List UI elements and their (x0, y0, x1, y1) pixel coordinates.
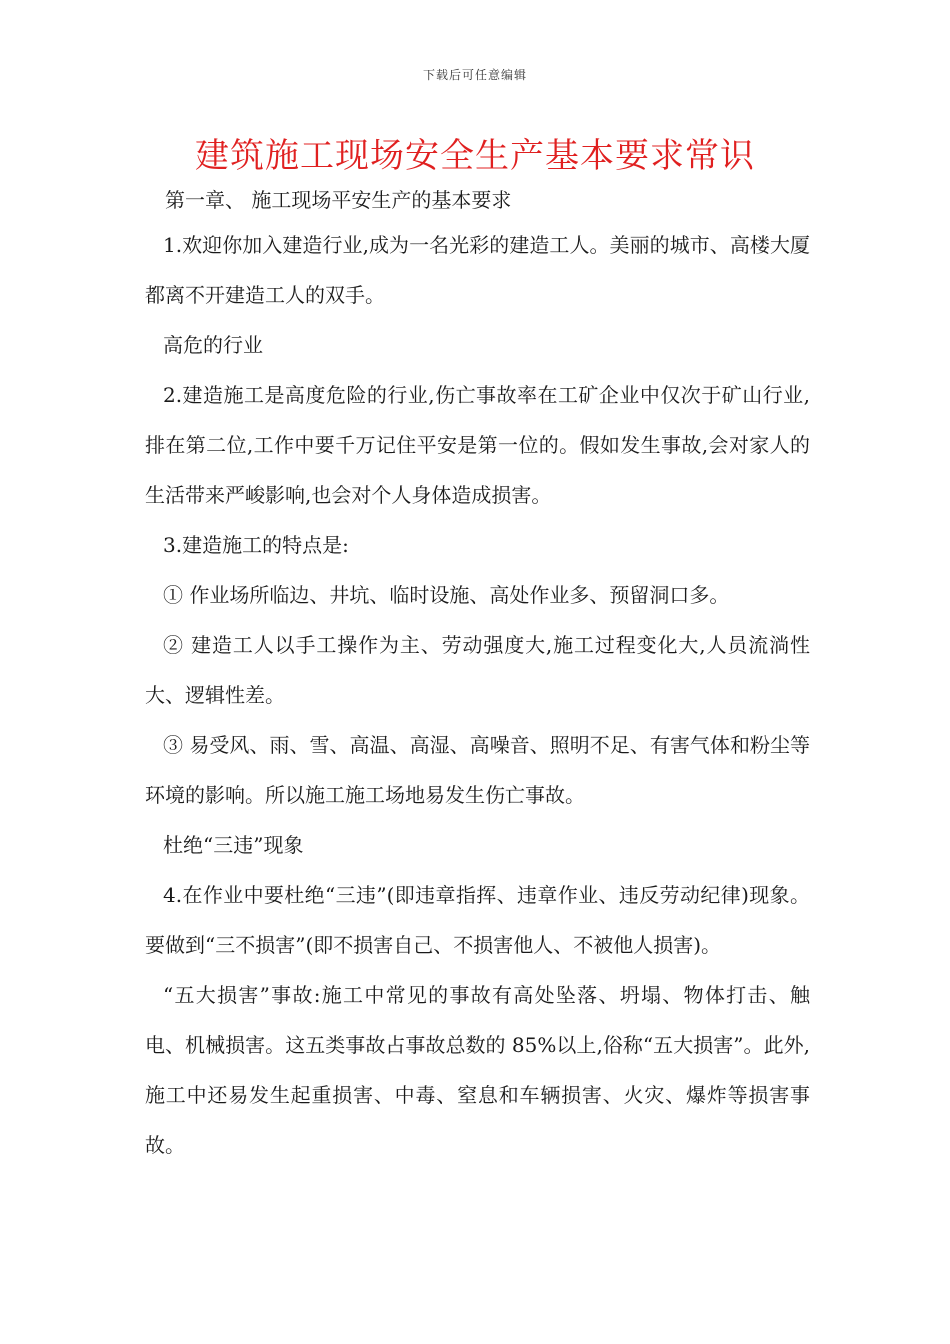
paragraph-2: 2.建造施工是高度危险的行业,伤亡事故率在工矿企业中仅次于矿山行业,排在第二位,工作中要千万记住平安是第一位的。假如发生事故,会对家人的生活带来严峻影响,也会对个人身体造成损害。 (145, 383, 810, 507)
list-item-2: ② 建造工人以手工操作为主、劳动强度大,施工过程变化大,人员流淌性大、逻辑性差。 (145, 633, 810, 707)
list-item-1: ① 作业场所临边、井坑、临时设施、高处作业多、预留洞口多。 (163, 583, 730, 607)
paragraph-1: 1.欢迎你加入建造行业,成为一名光彩的建造工人。美丽的城市、高楼大厦都离不开建造工人的双手。 (145, 233, 810, 307)
chapter-heading: 第一章、 施工现场平安生产的基本要求 (165, 188, 512, 212)
section-heading-high-risk: 高危的行业 (163, 333, 263, 357)
paragraph-five-injuries: “五大损害”事故:施工中常见的事故有高处坠落、坍塌、物体打击、触电、机械损害。这五类事故占事故总数的 85%以上,俗称“五大损害”。此外,施工中还易发生起重损害、中毒、窒息和车辆损害、火灾、爆炸等损害事故。 (145, 983, 810, 1157)
list-item-3: ③ 易受风、雨、雪、高温、高湿、高噪音、照明不足、有害气体和粉尘等环境的影响。所以施工施工场地易发生伤亡事故。 (145, 733, 810, 807)
paragraph-3: 3.建造施工的特点是: (163, 533, 349, 557)
document-body (145, 180, 810, 1170)
document-title: 建筑施工现场安全生产基本要求常识 (195, 136, 755, 176)
header-note: 下载后可任意编辑 (422, 68, 527, 82)
section-heading-three-violations: 杜绝“三违”现象 (163, 833, 304, 857)
paragraph-4: 4.在作业中要杜绝“三违”(即违章指挥、违章作业、违反劳动纪律)现象。要做到“三不损害”(即不损害自己、不损害他人、不被他人损害)。 (145, 883, 810, 957)
